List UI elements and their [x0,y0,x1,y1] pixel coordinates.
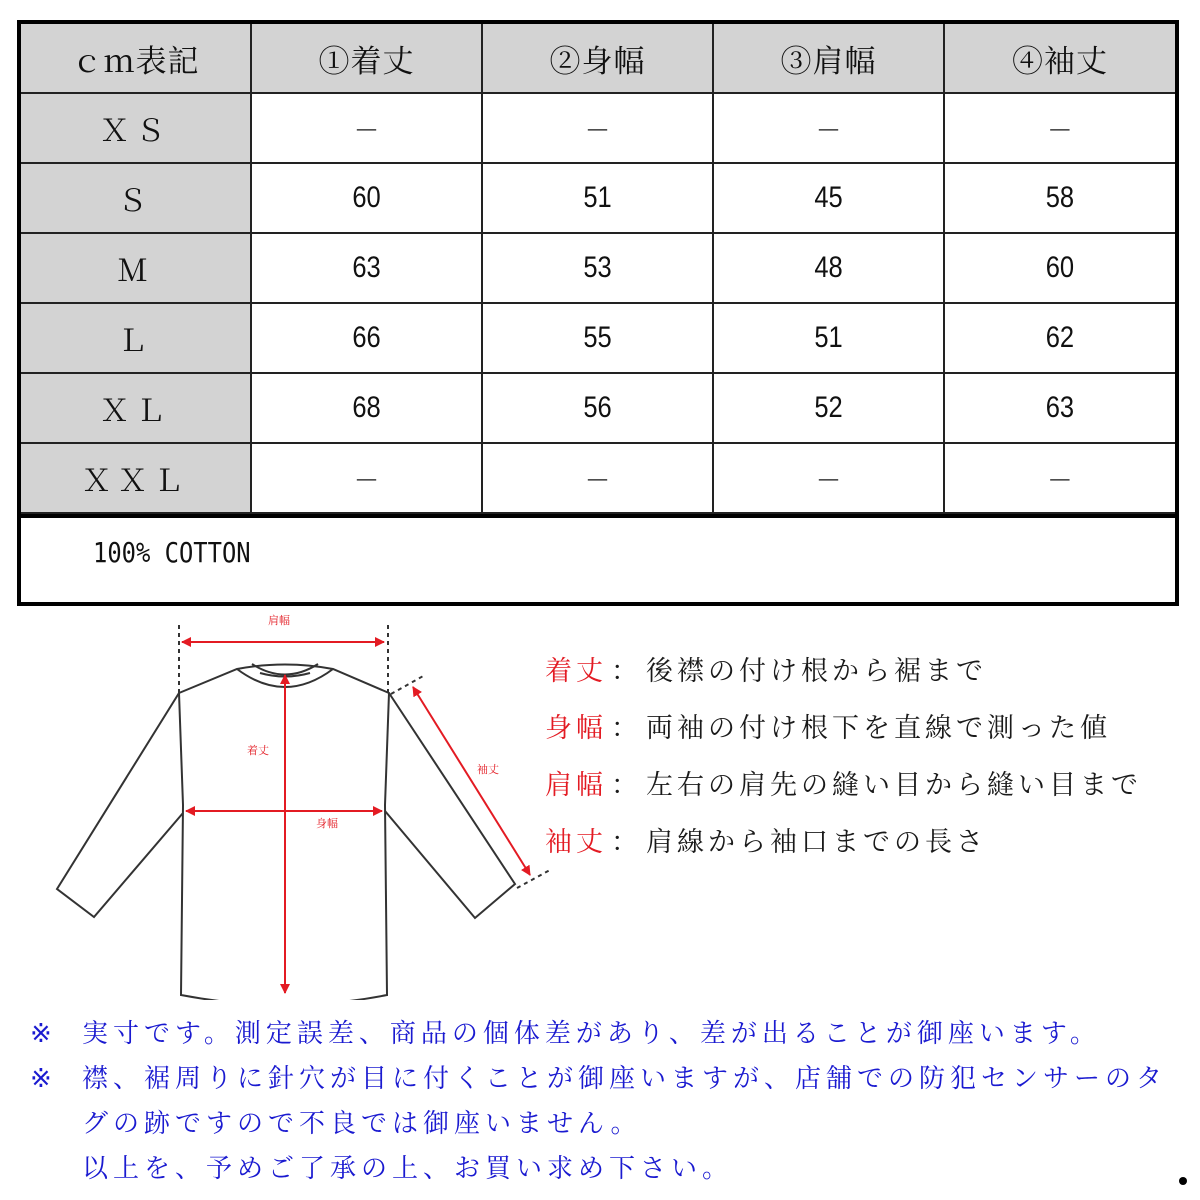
legend-item-shoulder-width [545,754,1142,811]
size-label: Ｓ [21,163,251,233]
size-label: ＸＬ [21,373,251,443]
column-header-shoulder-width: ③肩幅 [713,24,944,93]
table-cell: 60 [268,163,464,233]
table-row [21,303,1175,373]
table-cell: 55 [499,303,695,373]
body-width-label: 身幅 [316,817,338,830]
unit-header: ｃｍ表記 [21,24,251,93]
legend-term: 袖丈 [545,827,607,858]
table-cell: － [499,93,695,163]
bullet-dot-icon [1179,1177,1187,1185]
size-table-container [17,20,1179,606]
table-cell: 68 [268,373,464,443]
table-cell: 52 [730,373,926,443]
legend-term: 肩幅 [545,770,607,801]
note-text: 襟、裾周りに針穴が目に付くことが御座いますが、店舗での防犯センサーのタ [82,1064,1168,1094]
table-cell: 63 [268,233,464,303]
table-cell: － [268,443,464,513]
size-label: Ｍ [21,233,251,303]
table-row [21,373,1175,443]
note-mark-icon: ※ [30,1019,57,1049]
note-line [30,1147,1167,1192]
note-mark-icon: ※ [30,1064,57,1094]
legend-item-sleeve-length [545,811,1142,868]
notes-section [30,1012,1167,1192]
shoulder-width-label: 肩幅 [268,614,290,627]
material-row [21,514,1175,586]
note-line [30,1012,1167,1057]
note-line [30,1102,1167,1147]
table-row [21,163,1175,233]
sleeve-length-label: 袖丈 [477,763,499,776]
material-text: 100% COTTON [93,535,251,569]
legend-description: 肩線から袖口までの長さ [646,827,987,858]
legend-description: 後襟の付け根から裾まで [646,656,987,687]
note-text: 実寸です。測定誤差、商品の個体差があり、差が出ることが御座います。 [82,1019,1101,1049]
table-cell: 66 [268,303,464,373]
size-label: ＸＸＬ [21,443,251,513]
table-cell: 56 [499,373,695,443]
legend-item-length [545,640,1142,697]
column-header-length: ①着丈 [251,24,482,93]
table-cell: － [268,93,464,163]
table-cell: 45 [730,163,926,233]
legend-separator: ： [611,713,642,744]
size-table [21,24,1175,514]
shirt-outline-icon [30,605,550,1000]
table-cell: 62 [961,303,1157,373]
table-cell: － [961,443,1157,513]
table-cell: 51 [730,303,926,373]
length-label: 着丈 [247,744,269,757]
table-header-row [21,24,1175,93]
table-cell: 48 [730,233,926,303]
note-line [30,1057,1167,1102]
legend-description: 左右の肩先の縫い目から縫い目まで [646,770,1142,801]
legend-separator: ： [611,770,642,801]
legend-separator: ： [611,827,642,858]
legend-term: 着丈 [545,656,607,687]
legend-separator: ： [611,656,642,687]
table-cell: 58 [961,163,1157,233]
table-cell: － [499,443,695,513]
measurement-legend [545,640,1142,868]
table-cell: 63 [961,373,1157,443]
table-row [21,233,1175,303]
column-header-sleeve-length: ④袖丈 [944,24,1175,93]
size-label: ＸＳ [21,93,251,163]
table-cell: 60 [961,233,1157,303]
note-text: グの跡ですので不良では御座いません。 [82,1109,642,1139]
table-cell: － [730,443,926,513]
table-row [21,93,1175,163]
shirt-measurement-diagram [30,605,550,1000]
legend-description: 両袖の付け根下を直線で測った値 [646,713,1111,744]
table-cell: － [961,93,1157,163]
table-row [21,443,1175,513]
size-label: Ｌ [21,303,251,373]
note-text: 以上を、予めご了承の上、お買い求め下さい。 [82,1154,734,1184]
legend-term: 身幅 [545,713,607,744]
table-cell: 53 [499,233,695,303]
table-cell: 51 [499,163,695,233]
column-header-body-width: ②身幅 [482,24,713,93]
legend-item-body-width [545,697,1142,754]
table-cell: － [730,93,926,163]
